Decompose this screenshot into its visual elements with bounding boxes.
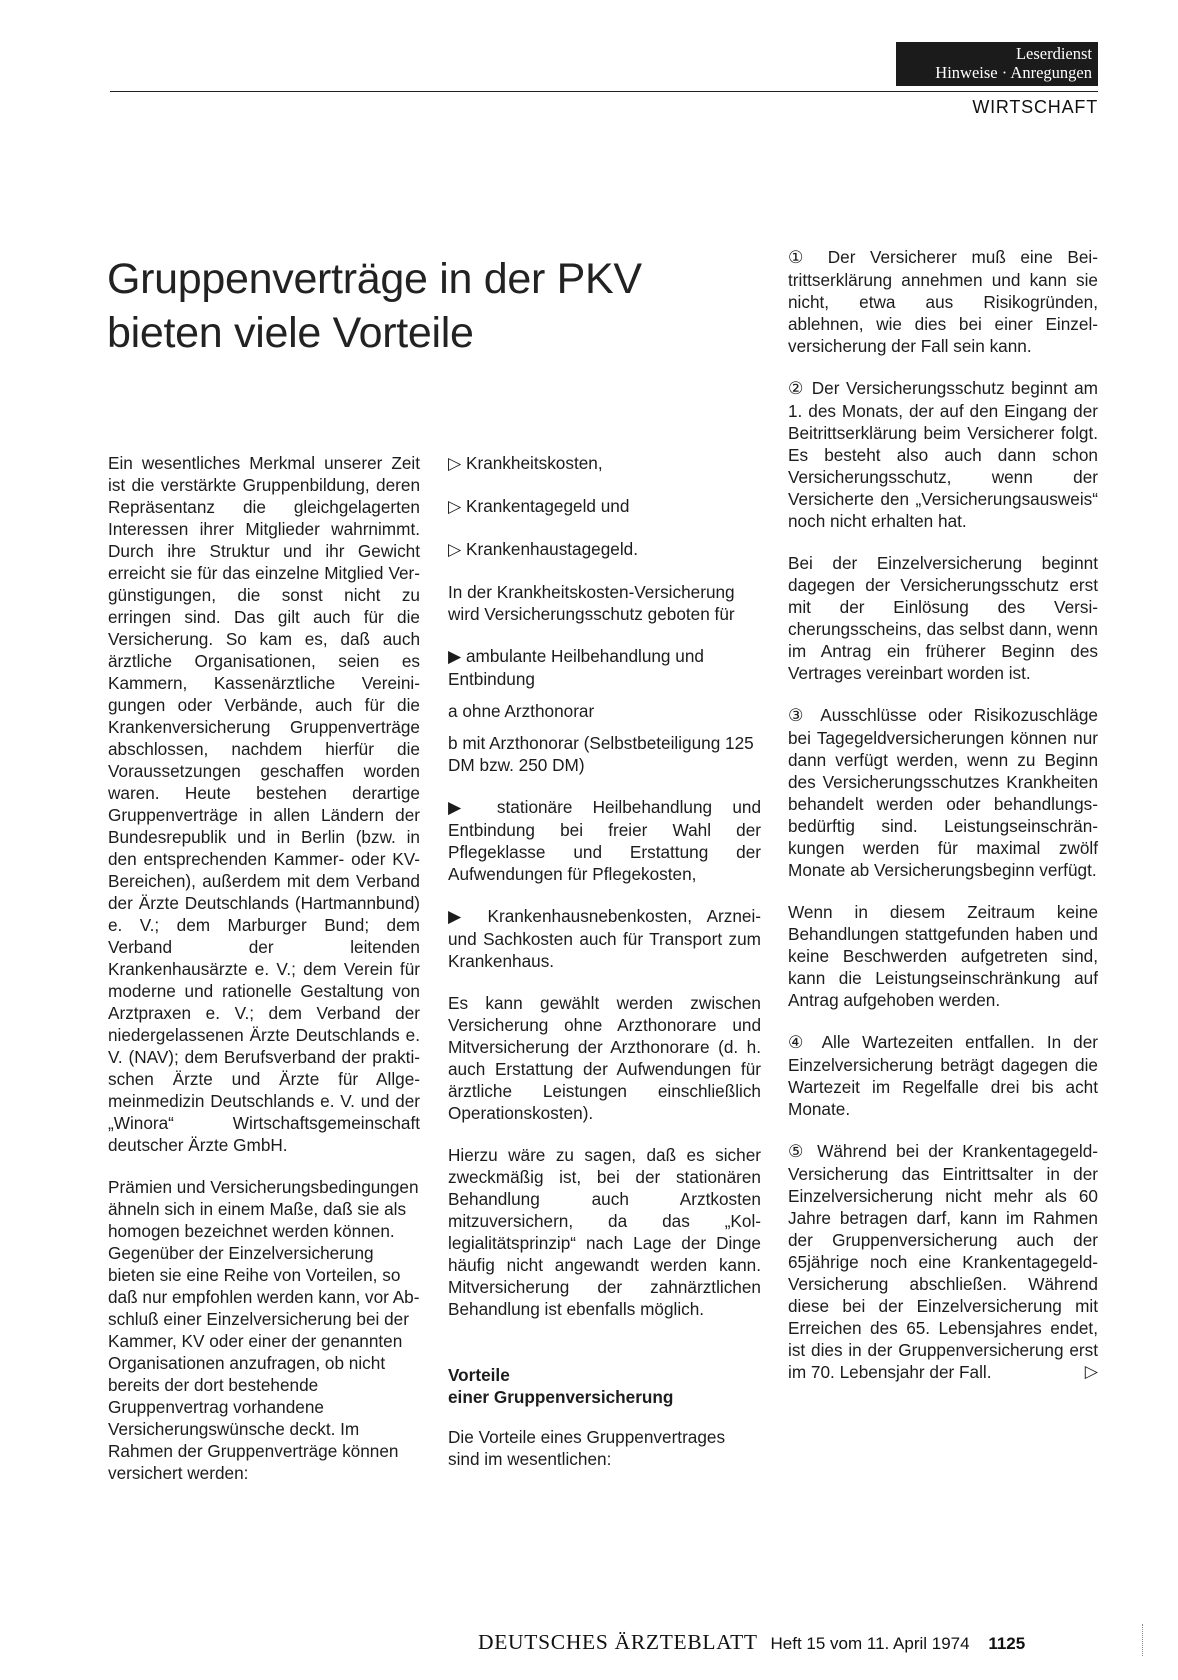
subheading-line-1: Vorteile	[448, 1365, 510, 1385]
coverage-list-label: Krankentagegeld und	[466, 496, 630, 516]
coverage-list-item	[448, 495, 761, 518]
column-2	[448, 452, 761, 1490]
badge-line-1: Leserdienst	[1015, 44, 1092, 63]
triangle-marker-icon: ▷	[448, 497, 462, 517]
continue-arrow-icon: ▷	[1084, 1362, 1098, 1382]
option-b: b mit Arzthonorar (Selbstbeteiligung 125 DM bzw. 250 DM)	[448, 733, 754, 775]
coverage-list-label: Krankheitskosten,	[466, 453, 603, 473]
badge-line-2: Hinweise · Anregungen	[935, 63, 1092, 82]
number-3-icon: ③	[788, 706, 810, 726]
section-label: WIRTSCHAFT	[972, 97, 1098, 117]
recommendation-paragraph: Hierzu wäre zu sagen, daß es sicher zweckmäßig ist, bei der stationären Behandlung auch Arztkosten mitzuversichern, da das „Kollegialitätsprinzip“ nach Lage der Dinge häufig nicht angewandt werden kann. Mitversicherung der zahnärztlichen Behandlung ist ebenfalls möglich.	[448, 1145, 761, 1319]
advantage-4	[788, 1031, 1098, 1120]
column-3	[788, 246, 1098, 1403]
inpatient-bullet	[448, 796, 761, 885]
number-1-icon: ①	[788, 248, 814, 268]
filled-arrow-icon: ▶	[448, 907, 472, 927]
number-4-icon: ④	[788, 1033, 811, 1053]
article-headline: Gruppenverträge in der PKV bieten viele Vorteile	[107, 255, 642, 357]
coverage-list-item	[448, 538, 761, 561]
premiums-paragraph: Prämien und Versicherungsbedingungen ähneln sich in einem Maße, daß sie als homogen bezeichnet werden können. Gegenüber der Einzelversicherung bieten sie eine Reihe von Vorteilen, so daß nur empfohlen werden kann, vor Abschluß einer Einzelversicherung bei der Kammer, KV oder einer der genannten Organisationen anzufragen, ob nicht bereits der dort bestehende Gruppenvertrag vorhandene Versicherungswünsche deckt. Im Rahmen der Gruppenverträge können versichert werden:	[108, 1177, 420, 1483]
advantages-intro: Die Vorteile eines Gruppenvertrages sind im wesentlichen:	[448, 1427, 726, 1469]
advantage-3-text: Ausschlüsse oder Risikozuschläge bei Tagegeldversicherungen können nur dann verfügt werden, wenn zu Beginn des Versicherungsschutzes Krankheiten behandelt werden oder behandlungsbedürftig sind. Leistungseinschränkungen werden für maximal zwölf Monate ab Versicherungsbeginn verfügt.	[788, 705, 1098, 880]
triangle-marker-icon: ▷	[448, 540, 462, 560]
intro-paragraph: Ein wesentliches Merkmal unserer Zeit ist die verstärkte Gruppenbildung, deren Repräsentanz die gleichgelagerten Interessen ihrer Mitglieder wahrnimmt. Durch ihre Struktur und ihr Gewicht erreicht sie für das einzelne Mitglied Vergünstigungen, die sonst nicht zu erringen sind. Das gilt auch für die Versicherung. So kam es, daß auch ärztliche Organisationen, seien es Kammern, Kassenärztliche Vereinigungen oder Verbände, auch für die Krankenversicherung Gruppenverträge abschlossen, nachdem hierfür die Voraussetzungen geschaffen worden waren. Heute bestehen derartige Gruppenverträge in allen Ländern der Bundesrepublik und in Berlin (bzw. in den entsprechenden Kammer- oder KV-Bereichen), außerdem mit dem Verband der Ärzte Deutschlands (Hartmannbund) e. V.; dem Marburger Bund; dem Verband der leitenden Krankenhausärzte e. V.; dem Verein für moderne und rationelle Gestaltung von Arztpraxen e. V.; dem Verband der niedergelassenen Ärzte Deutschlands e. V. (NAV); dem Berufsverband der praktischen Ärzte und Ärzte für Allgemeinmedizin Deutschlands e. V. und der „Winora“ Wirtschaftsgemeinschaft deutscher Ärzte GmbH.	[108, 453, 420, 1155]
option-a: a ohne Arzthonorar	[448, 701, 595, 721]
illness-cost-intro: In der Krankheitskosten-Versicherung wird Versicherungsschutz geboten für	[448, 582, 735, 624]
coverage-list-item	[448, 452, 761, 475]
advantage-1	[788, 246, 1098, 357]
filled-arrow-icon: ▶	[448, 798, 477, 818]
triangle-marker-icon: ▷	[448, 454, 462, 474]
advantage-4-text: Alle Wartezeiten entfallen. In der Einzelversicherung beträgt dagegen die Wartezeit im Regelfalle drei bis acht Monate.	[788, 1032, 1098, 1119]
advantage-5-text: Während bei der Krankentagegeld-Versicherung das Eintrittsalter in der Einzelversicherung nicht mehr als 60 Jahre betragen darf, kann im Rahmen der Gruppenversicherung auch der 65jährige noch eine Krankentagegeld-Versicherung abschließen. Während diese bei der Einzelversicherung mit Erreichen des 65. Lebensjahres endet, ist dies in der Gruppenversicherung erst im 70. Lebensjahr der Fall.	[788, 1141, 1098, 1382]
single-insurance-paragraph: Bei der Einzelversicherung beginnt dagegen der Versicherungsschutz erst mit der Einlösung des Versicherungsscheins, das selbst dann, wenn im Antrag ein früherer Beginn des Vertrages vereinbart worden ist.	[788, 553, 1098, 683]
coverage-list-label: Krankenhaustagegeld.	[466, 539, 639, 559]
advantage-2	[788, 377, 1098, 532]
hospital-extras-bullet	[448, 905, 761, 972]
page-footer	[478, 1630, 1102, 1655]
advantage-3	[788, 704, 1098, 881]
outpatient-text: ambulante Heilbehandlung und Entbindung	[448, 646, 704, 689]
filled-arrow-icon: ▶	[448, 647, 462, 667]
subheading	[448, 1364, 761, 1408]
column-1	[108, 452, 420, 1504]
advantage-1-text: Der Versicherer muß eine Beitrittserklärung annehmen und kann sie nicht, etwa aus Risikogründen, ablehnen, wie dies bei einer Einzelversicherung der Fall sein kann.	[788, 247, 1098, 356]
inpatient-text: stationäre Heilbehandlung und Entbindung bei freier Wahl der Pflegeklasse und Erstattung der Aufwendungen für Pflegekosten,	[448, 797, 762, 884]
subheading-line-2: einer Gruppenversicherung	[448, 1387, 674, 1407]
margin-mark	[1142, 1624, 1143, 1656]
leserdienst-badge	[896, 42, 1098, 86]
page-number: 1125	[988, 1634, 1026, 1653]
journal-title: DEUTSCHES ÄRZTEBLATT	[478, 1630, 758, 1654]
advantage-5	[788, 1140, 1098, 1383]
advantage-2-text: Der Versicherungsschutz beginnt am 1. des Monats, der auf den Eingang der Beitrittserklärung beim Versicherer folgt. Es besteht also auch dann schon Versicherungsschutz, wenn der Versicherte den „Versicherungsausweis“ noch nicht erhalten hat.	[788, 378, 1098, 531]
outpatient-bullet	[448, 645, 761, 690]
hospital-extras-text: Krankenhausnebenkosten, Arznei- und Sachkosten auch für Transport zum Krankenhaus.	[448, 906, 762, 971]
header-rule	[110, 91, 1098, 92]
restriction-lift-paragraph: Wenn in diesem Zeitraum keine Behandlungen stattgefunden haben und keine Beschwerden aufgetreten sind, kann die Leistungseinschränkung auf Antrag aufgehoben werden.	[788, 902, 1098, 1010]
number-2-icon: ②	[788, 379, 806, 399]
number-5-icon: ⑤	[788, 1142, 808, 1162]
choice-paragraph: Es kann gewählt werden zwischen Versicherung ohne Arzthonorare und Mitversicherung der Arzthonorare (d. h. auch Erstattung der Aufwendungen für ärztliche Leistungen einschließlich Operationskosten).	[448, 993, 761, 1123]
issue-info: Heft 15 vom 11. April 1974	[770, 1634, 970, 1653]
